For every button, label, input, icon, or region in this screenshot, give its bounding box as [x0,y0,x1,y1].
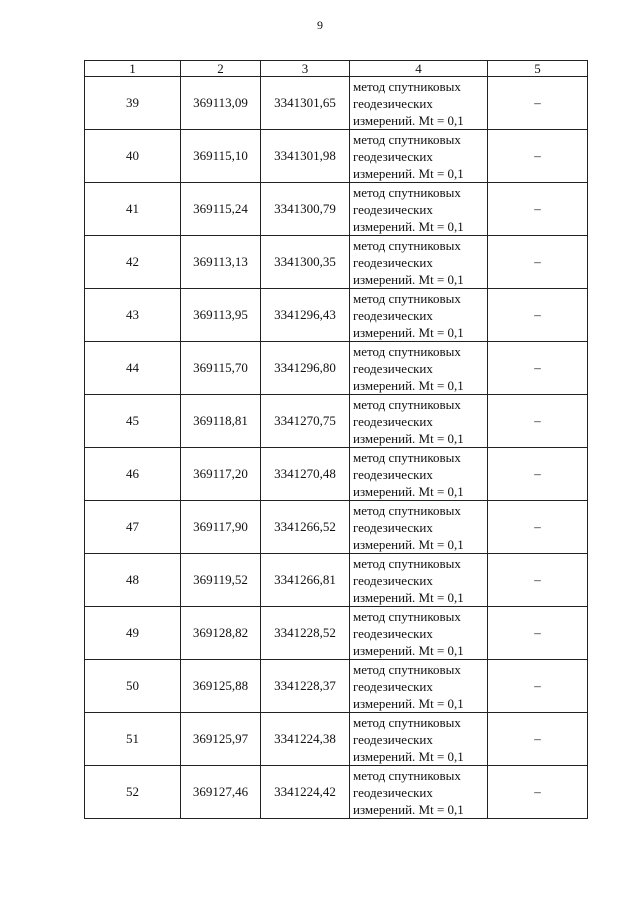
method-cell [350,77,488,130]
method-line: метод спутниковых [353,237,461,253]
method-line: геодезических [353,731,433,747]
point-number-cell: 47 [85,501,181,554]
x-coordinate-cell: 369113,13 [181,236,261,289]
note-cell: – [488,766,588,819]
method-cell [350,289,488,342]
x-coordinate-cell: 369118,81 [181,395,261,448]
y-coordinate-cell: 3341228,52 [261,607,350,660]
method-line: измерений. Mt = 0,1 [353,483,464,499]
table-row [85,395,588,448]
x-coordinate-cell: 369125,97 [181,713,261,766]
method-line: метод спутниковых [353,449,461,465]
table-row [85,713,588,766]
method-cell [350,713,488,766]
y-coordinate-cell: 3341270,75 [261,395,350,448]
x-coordinate-cell: 369127,46 [181,766,261,819]
note-cell: – [488,130,588,183]
page-number: 9 [317,18,323,32]
y-coordinate-cell: 3341228,37 [261,660,350,713]
y-coordinate-cell: 3341296,43 [261,289,350,342]
method-line: измерений. Mt = 0,1 [353,165,464,181]
table-row [85,448,588,501]
table-row [85,501,588,554]
note-cell: – [488,501,588,554]
header-row [85,61,588,77]
method-line: геодезических [353,307,433,323]
method-line: измерений. Mt = 0,1 [353,112,464,128]
method-cell [350,236,488,289]
table-row [85,554,588,607]
method-line: измерений. Mt = 0,1 [353,642,464,658]
note-cell: – [488,660,588,713]
method-cell [350,554,488,607]
method-line: измерений. Mt = 0,1 [353,218,464,234]
method-line: измерений. Mt = 0,1 [353,271,464,287]
method-line: геодезических [353,95,433,111]
method-cell [350,448,488,501]
method-line: геодезических [353,519,433,535]
point-number-cell: 52 [85,766,181,819]
method-line: метод спутниковых [353,661,461,677]
table-row [85,289,588,342]
header-cell-1: 1 [85,61,181,77]
y-coordinate-cell: 3341266,52 [261,501,350,554]
method-cell [350,660,488,713]
x-coordinate-cell: 369119,52 [181,554,261,607]
method-line: метод спутниковых [353,343,461,359]
y-coordinate-cell: 3341270,48 [261,448,350,501]
coordinates-table [84,60,588,819]
note-cell: – [488,554,588,607]
y-coordinate-cell: 3341301,65 [261,77,350,130]
method-cell [350,607,488,660]
table-row [85,77,588,130]
method-line: метод спутниковых [353,78,461,94]
method-line: измерений. Mt = 0,1 [353,377,464,393]
method-cell [350,183,488,236]
method-line: измерений. Mt = 0,1 [353,801,464,817]
method-cell [350,501,488,554]
y-coordinate-cell: 3341301,98 [261,130,350,183]
header-cell-4: 4 [350,61,488,77]
x-coordinate-cell: 369113,95 [181,289,261,342]
note-cell: – [488,713,588,766]
method-line: геодезических [353,201,433,217]
method-line: геодезических [353,413,433,429]
note-cell: – [488,607,588,660]
point-number-cell: 49 [85,607,181,660]
y-coordinate-cell: 3341224,42 [261,766,350,819]
method-line: геодезических [353,625,433,641]
note-cell: – [488,448,588,501]
x-coordinate-cell: 369117,20 [181,448,261,501]
table-body [85,77,588,819]
x-coordinate-cell: 369115,10 [181,130,261,183]
y-coordinate-cell: 3341266,81 [261,554,350,607]
point-number-cell: 45 [85,395,181,448]
method-cell [350,766,488,819]
note-cell: – [488,236,588,289]
method-line: геодезических [353,572,433,588]
table-row [85,766,588,819]
table-row [85,236,588,289]
x-coordinate-cell: 369128,82 [181,607,261,660]
point-number-cell: 50 [85,660,181,713]
method-line: метод спутниковых [353,131,461,147]
table-header [85,61,588,77]
header-cell-5: 5 [488,61,588,77]
point-number-cell: 51 [85,713,181,766]
y-coordinate-cell: 3341296,80 [261,342,350,395]
point-number-cell: 39 [85,77,181,130]
method-line: измерений. Mt = 0,1 [353,748,464,764]
method-line: метод спутниковых [353,608,461,624]
method-line: измерений. Mt = 0,1 [353,430,464,446]
method-line: геодезических [353,360,433,376]
point-number-cell: 41 [85,183,181,236]
header-cell-3: 3 [261,61,350,77]
method-line: геодезических [353,678,433,694]
note-cell: – [488,395,588,448]
method-line: метод спутниковых [353,396,461,412]
method-line: метод спутниковых [353,184,461,200]
y-coordinate-cell: 3341300,79 [261,183,350,236]
method-line: геодезических [353,784,433,800]
method-line: метод спутниковых [353,714,461,730]
x-coordinate-cell: 369113,09 [181,77,261,130]
method-cell [350,395,488,448]
table-row [85,342,588,395]
method-line: метод спутниковых [353,767,461,783]
method-line: метод спутниковых [353,555,461,571]
point-number-cell: 46 [85,448,181,501]
table-row [85,660,588,713]
method-line: геодезических [353,148,433,164]
point-number-cell: 48 [85,554,181,607]
y-coordinate-cell: 3341300,35 [261,236,350,289]
method-line: метод спутниковых [353,290,461,306]
x-coordinate-cell: 369115,24 [181,183,261,236]
header-cell-2: 2 [181,61,261,77]
point-number-cell: 40 [85,130,181,183]
method-line: метод спутниковых [353,502,461,518]
x-coordinate-cell: 369115,70 [181,342,261,395]
table-row [85,607,588,660]
point-number-cell: 42 [85,236,181,289]
x-coordinate-cell: 369125,88 [181,660,261,713]
method-line: измерений. Mt = 0,1 [353,324,464,340]
method-line: измерений. Mt = 0,1 [353,536,464,552]
note-cell: – [488,342,588,395]
method-line: геодезических [353,466,433,482]
method-line: геодезических [353,254,433,270]
table-row [85,130,588,183]
method-cell [350,130,488,183]
note-cell: – [488,289,588,342]
method-line: измерений. Mt = 0,1 [353,589,464,605]
point-number-cell: 44 [85,342,181,395]
point-number-cell: 43 [85,289,181,342]
table-row [85,183,588,236]
note-cell: – [488,183,588,236]
method-cell [350,342,488,395]
x-coordinate-cell: 369117,90 [181,501,261,554]
y-coordinate-cell: 3341224,38 [261,713,350,766]
note-cell: – [488,77,588,130]
method-line: измерений. Mt = 0,1 [353,695,464,711]
